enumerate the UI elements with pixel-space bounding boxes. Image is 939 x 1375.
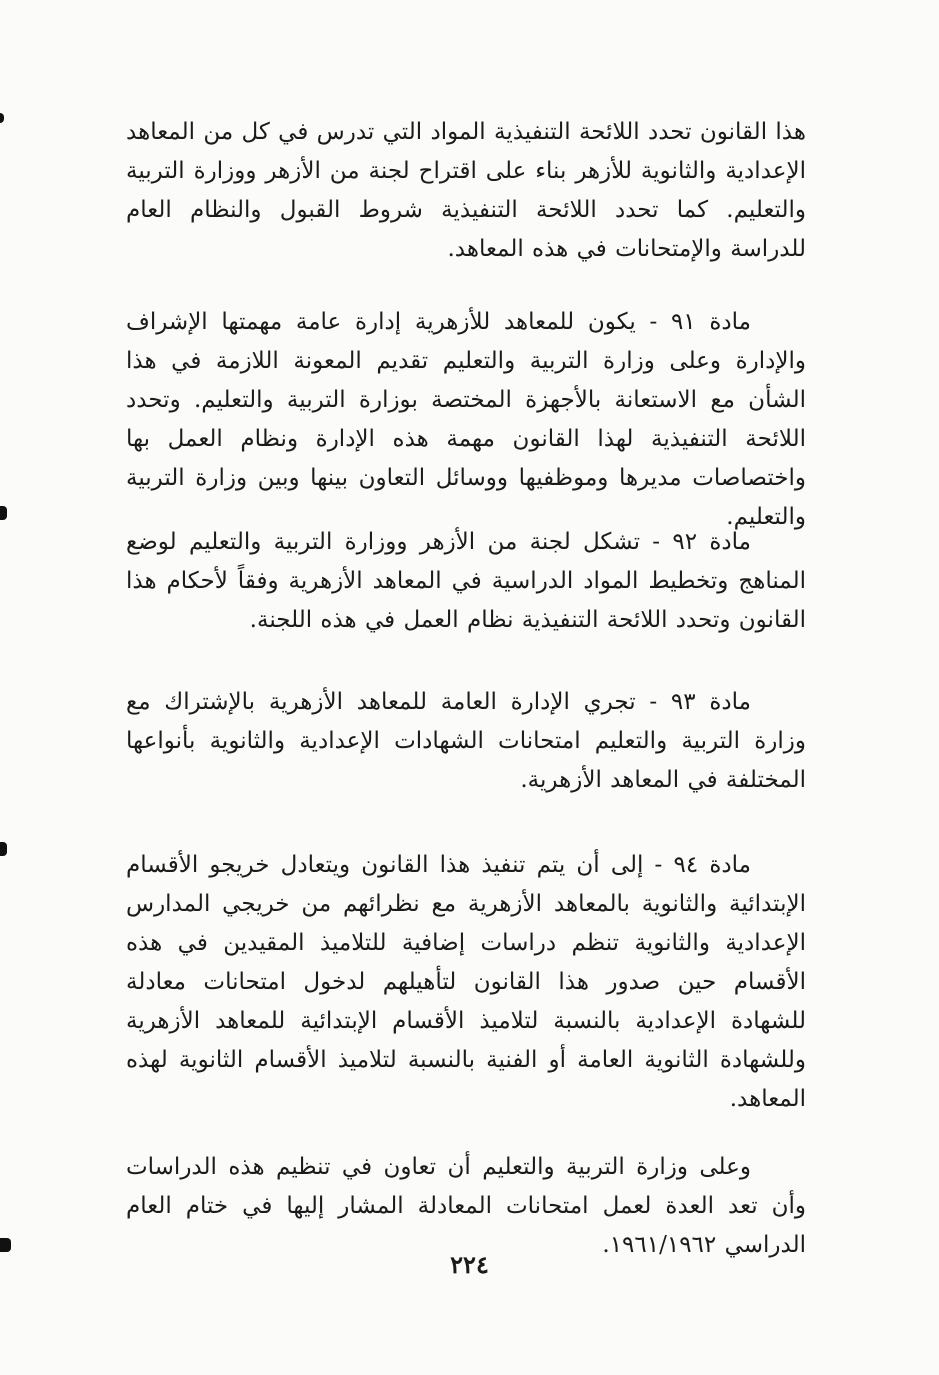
binding-mark [0,506,7,520]
article-93: مادة ٩٣ - تجري الإدارة العامة للمعاهد الأزهرية بالإشتراك مع وزارة التربية والتعليم امتحانات الشهادات الإعدادية والثانوية بأنواعها المختلفة في المعاهد الأزهرية. [126,689,806,793]
article-94: مادة ٩٤ - إلى أن يتم تنفيذ هذا القانون ويتعادل خريجو الأقسام الإبتدائية والثانوية بالمعاهد الأزهرية مع نظرائهم من خريجي المدارس الإعدادية والثانوية تنظم دراسات إضافية للتلاميذ المقيدين في هذه الأقسام حين صدور هذا القانون لتأهيلهم لدخول امتحانات معادلة للشهادة الإعدادية بالنسبة لتلاميذ الأقسام الإبتدائية للمعاهد الأزهرية وللشهادة الثانوية العامة أو الفنية بالنسبة لتلاميذ الأقسام الثانوية لهذه المعاهد. [126,852,806,1112]
article-91: مادة ٩١ - يكون للمعاهد للأزهرية إدارة عامة مهمتها الإشراف والإدارة وعلى وزارة التربية والتعليم تقديم المعونة اللازمة في هذا الشأن مع الاستعانة بالأجهزة المختصة بوزارة التربية والتعليم. وتحدد اللائحة التنفيذية لهذا القانون مهمة هذه الإدارة ونظام العمل بها واختصاصات مديرها وموظفيها ووسائل التعاون بينها وبين وزارة التربية والتعليم. [126,309,806,530]
paragraph-continuation: هذا القانون تحدد اللائحة التنفيذية المواد التي تدرس في كل من المعاهد الإعدادية والثانوية للأزهر بناء على اقتراح لجنة من الأزهر ووزارة التربية والتعليم. كما تحدد اللائحة التنفيذية شروط القبول والنظام العام للدراسة والإمتحانات في هذه المعاهد. [126,119,806,262]
article-94-continuation: وعلى وزارة التربية والتعليم أن تعاون في تنظيم هذه الدراسات وأن تعد العدة لعمل امتحانات المعادلة المشار إليها في ختام العام الدراسي ١٩٦١/١٩٦٢. [126,1154,806,1258]
page-number: ٢٢٤ [450,1250,489,1279]
binding-mark [0,113,4,123]
article-92: مادة ٩٢ - تشكل لجنة من الأزهر ووزارة التربية والتعليم لوضع المناهج وتخطيط المواد الدراسية في المعاهد الأزهرية وفقاً لأحكام هذا القانون وتحدد اللائحة التنفيذية نظام العمل في هذه اللجنة. [126,529,806,633]
binding-mark [0,842,7,856]
